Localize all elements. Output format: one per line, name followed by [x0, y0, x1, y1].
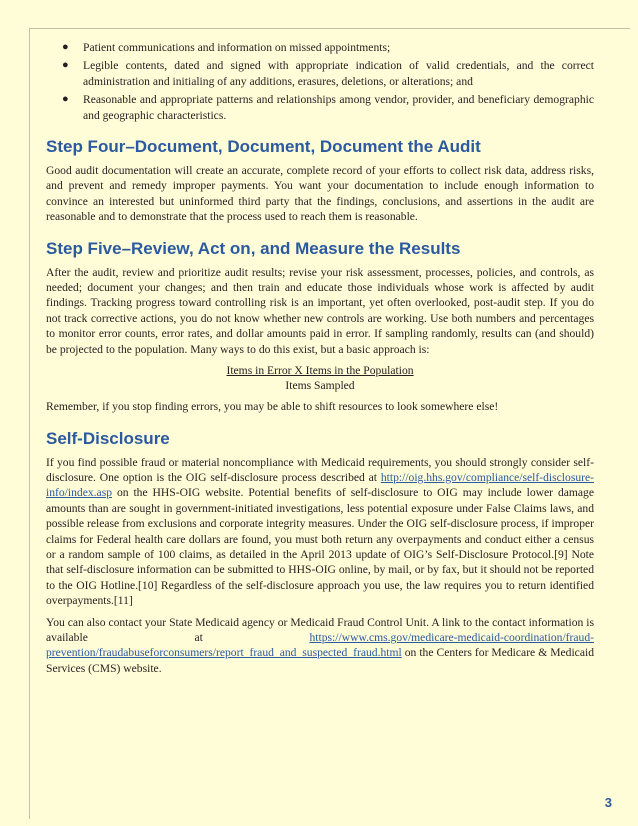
- bullet-icon: ●: [62, 59, 69, 72]
- oig-self-disclosure-link[interactable]: http://oig.hhs.gov/compliance/self-disclosure-info/index.asp: [46, 470, 594, 500]
- bullet-icon: ●: [62, 41, 69, 53]
- step-five-body: After the audit, review and prioritize audit results; revise your risk assessment, processes, policies, and controls, as needed; document your changes; and then train and educate those individuals whose work is affected by audit findings. Tracking progress toward controlling risk is an important, yet often overlooked, post-audit step. If you do not track corrective actions, you do not know whether new controls are working. Use both numbers and percentages to monitor error counts, error rates, and dollar amounts paid in error. If sampling randomly, results can (and should) be projected to the population. Many ways to do this exist, but a basic approach is:: [46, 265, 594, 356]
- bullet-icon: ●: [62, 93, 69, 106]
- step-five-closing: Remember, if you stop finding errors, you may be able to shift resources to look somewhere else!: [46, 400, 499, 414]
- list-item: ● Legible contents, dated and signed with appropriate indication of valid credentials, and the correct administration and initialing of any additions, erasures, deletions, or alterations; and: [62, 59, 594, 88]
- list-item: ● Reasonable and appropriate patterns and relationships among vendor, provider, and beneficiary demographic and geographic characteristics.: [62, 93, 594, 122]
- cms-report-fraud-link[interactable]: https://www.cms.gov/medicare-medicaid-coordination/fraud-prevention/fraudabuseforconsumers/report_fraud_and_suspected_fraud.html: [46, 630, 594, 660]
- list-item: ● Patient communications and information on missed appointments;: [62, 41, 391, 54]
- bullet-list: [46, 40, 594, 123]
- page-number: 3: [604, 795, 612, 810]
- projection-formula: [46, 363, 594, 393]
- formula-denominator: Items Sampled: [285, 379, 355, 393]
- self-disclosure-heading: Self-Disclosure: [46, 428, 170, 448]
- self-disclosure-paragraph-1: If you find possible fraud or material noncompliance with Medicaid requirements, you should strongly consider self-disclosure. One option is the OIG self-disclosure process described at http://oig.hhs.gov/compliance/self-disclosure-info/index.asp on the HHS-OIG website. Potential benefits of self-disclosure to OIG may include lower damage amounts than are sought in government-initiated investigations, less potential exposure under False Claims laws, and possible release from exclusions and corporate integrity measures. Under the OIG self-disclosure process, if improper claims for Federal health care dollars are found, you must both return any overpayments and conduct either a census or a random sample of 100 claims, as detailed in the April 2013 update of OIG’s Self-Disclosure Protocol.[9] Note that self-disclosure information can be submitted to HHS-OIG online, by mail, or by fax, but it should not be reported to the OIG Hotline.[10] Regardless of the self-disclosure approach you use, the law requires you to return identified overpayments.[11]: [46, 455, 594, 608]
- step-four-heading: Step Four–Document, Document, Document the Audit: [46, 137, 481, 157]
- self-disclosure-paragraph-2: You can also contact your State Medicaid agency or Medicaid Fraud Control Unit. A link to the contact information is available at https://www.cms.gov/medicare-medicaid-coordination/fraud-prevention/fraudabuseforconsumers/report_fraud_and_suspected_fraud.html on the Centers for Medicare & Medicaid Services (CMS) website.: [46, 615, 594, 675]
- step-four-body: Good audit documentation will create an accurate, complete record of your efforts to collect risk data, address risks, and prevent and remedy improper payments. You want your documentation to include enough information to convince an interested but uninformed third party that the findings, conclusions, and assertions in the audit are reasonable and to demonstrate that the process used to reach them is reasonable.: [46, 164, 594, 224]
- step-five-heading: Step Five–Review, Act on, and Measure the Results: [46, 238, 461, 258]
- formula-numerator: Items in Error X Items in the Population: [226, 364, 414, 378]
- page-content: [46, 40, 594, 682]
